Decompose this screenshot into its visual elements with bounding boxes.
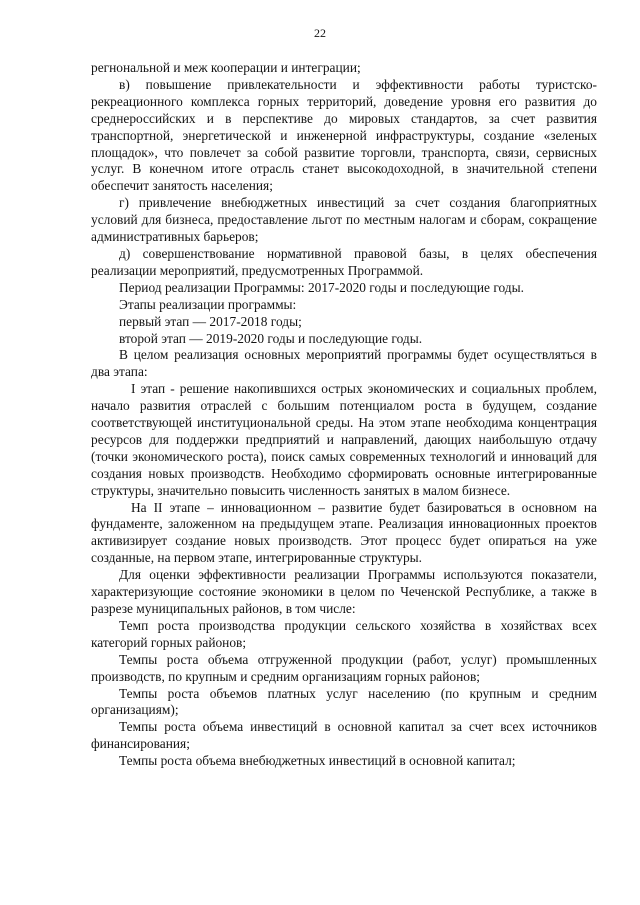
paragraph-item-v: в) повышение привлекательности и эффективности работы туристско-рекреационного комплекса горных территорий, доведение уровня его развития до среднероссийских и в перспективе до мировых стандартов, за счет развития транспортной, энергетической и инженерной инфраструктуры, создание «зеленых площадок», что повлечет за собой развитие торговли, транспорта, связи, сервисных услуг. В конечном итоге отрасль станет высокодоходной, в значительной степени обеспечит занятость населения; — [91, 76, 597, 194]
paragraph-stage-two-detail: На II этапе – инновационном – развитие будет базироваться в основном на фундаменте, заложенном на предыдущем этапе. Реализация инновационных проектов активизирует создание новых производств. Этот процесс будет опираться на уже созданные, на первом этапе, интегрированные структуры. — [91, 499, 597, 566]
paragraph-indicator-paid-services: Темпы роста объемов платных услуг населению (по крупным и средним организациям); — [91, 685, 597, 718]
paragraph-stage-second: второй этап — 2019-2020 годы и последующие годы. — [119, 330, 423, 346]
paragraph-indicators-intro: Для оценки эффективности реализации Программы используются показатели, характеризующие состояние экономики в целом по Чеченской Республике, а также в разрезе муниципальных районов, в том числе: — [91, 567, 597, 616]
paragraph-stages-heading: Этапы реализации программы: — [119, 296, 297, 312]
paragraph-stage-one-detail: I этап - решение накопившихся острых экономических и социальных проблем, начало развития отраслей с большим потенциалом роста в будущем, создание соответствующей институциональной среды. На этом этапе необходима концентрация ресурсов для поддержки предприятий и направлений, дающих наибольшую отдачу (точки экономического роста), поиск самых современных технологий и инноваций для создания новых производств. Необходимо сформировать основные интегрированные структуры, значительно повысить численность занятых в малом бизнесе. — [91, 381, 597, 498]
paragraph-indicator-agriculture: Темп роста производства продукции сельского хозяйства в хозяйствах всех категорий горных районов; — [91, 617, 597, 650]
page-number: 22 — [314, 26, 326, 40]
paragraph-stage-first: первый этап — 2017-2018 годы; — [119, 313, 302, 329]
paragraph-item-g: г) привлечение внебюджетных инвестиций за счет создания благоприятных условий для бизнеса, предоставление льгот по местным налогам и сборам, сокращение административных барьеров; — [91, 195, 597, 245]
document-body — [91, 60, 597, 770]
paragraph-indicator-investments: Темпы роста объема инвестиций в основной капитал за счет всех источников финансирования; — [91, 719, 597, 752]
paragraph-indicator-industry: Темпы роста объема отгруженной продукции (работ, услуг) промышленных производств, по крупным и средним организациям горных районов; — [91, 651, 597, 684]
paragraph-indicator-extrabudgetary: Темпы роста объема внебюджетных инвестиций в основной капитал; — [119, 753, 516, 769]
paragraph-period: Период реализации Программы: 2017-2020 годы и последующие годы. — [119, 279, 524, 295]
paragraph-cooperation: регнональной и меж кооперации и интеграции; — [91, 60, 361, 75]
paragraph-item-d: д) совершенствование нормативной правовой базы, в целях обеспечения реализации мероприятий, предусмотренных Программой. — [91, 245, 597, 278]
paragraph-two-stages: В целом реализация основных мероприятий программы будет осуществляться в два этапа: — [91, 347, 597, 380]
